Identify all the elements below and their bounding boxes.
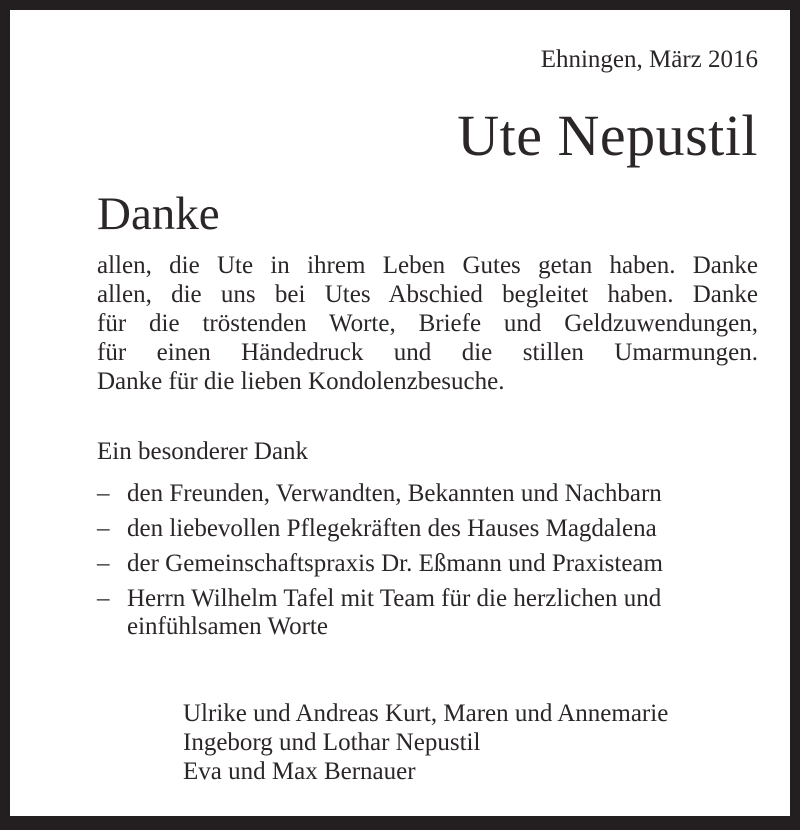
danke-heading: Danke bbox=[97, 188, 220, 240]
signature-line: Ingeborg und Lothar Nepustil bbox=[183, 729, 481, 756]
paragraph-line: für die tröstenden Worte, Briefe und Geldzuwendungen, bbox=[97, 310, 758, 337]
thanks-paragraph bbox=[97, 251, 758, 396]
list-item-text: den Freunden, Verwandten, Bekannten und Nachbarn bbox=[127, 480, 662, 507]
paragraph-line: Danke für die lieben Kondolenzbesuche. bbox=[97, 368, 505, 395]
paragraph-line: allen, die uns bei Utes Abschied begleitet haben. Danke bbox=[97, 281, 758, 308]
special-thanks-subheading: Ein besonderer Dank bbox=[97, 438, 309, 465]
signature-line: Ulrike und Andreas Kurt, Maren und Annemarie bbox=[183, 700, 669, 727]
list-item bbox=[97, 480, 758, 508]
list-item-text: den liebevollen Pflegekräften des Hauses Magdalena bbox=[127, 515, 657, 542]
dash-bullet: – bbox=[97, 585, 110, 612]
paragraph-line: für einen Händedruck und die stillen Umarmungen. bbox=[97, 339, 758, 366]
deceased-name-heading: Ute Nepustil bbox=[457, 103, 758, 168]
list-item bbox=[97, 550, 758, 578]
signatures-block bbox=[183, 699, 758, 786]
dash-bullet: – bbox=[97, 515, 110, 542]
list-item bbox=[97, 585, 758, 641]
paragraph-line: allen, die Ute in ihrem Leben Gutes getan haben. Danke bbox=[97, 252, 758, 279]
list-item-text: der Gemeinschaftspraxis Dr. Eßmann und Praxisteam bbox=[127, 550, 663, 577]
thanks-list bbox=[97, 480, 758, 641]
dash-bullet: – bbox=[97, 550, 110, 577]
dateline: Ehningen, März 2016 bbox=[540, 46, 758, 73]
list-item bbox=[97, 515, 758, 543]
list-item-text: Herrn Wilhelm Tafel mit Team für die herzlichen und einfühlsamen Worte bbox=[127, 585, 662, 640]
clipping-content bbox=[10, 45, 790, 830]
dash-bullet: – bbox=[97, 480, 110, 507]
signature-line: Eva und Max Bernauer bbox=[183, 758, 416, 785]
